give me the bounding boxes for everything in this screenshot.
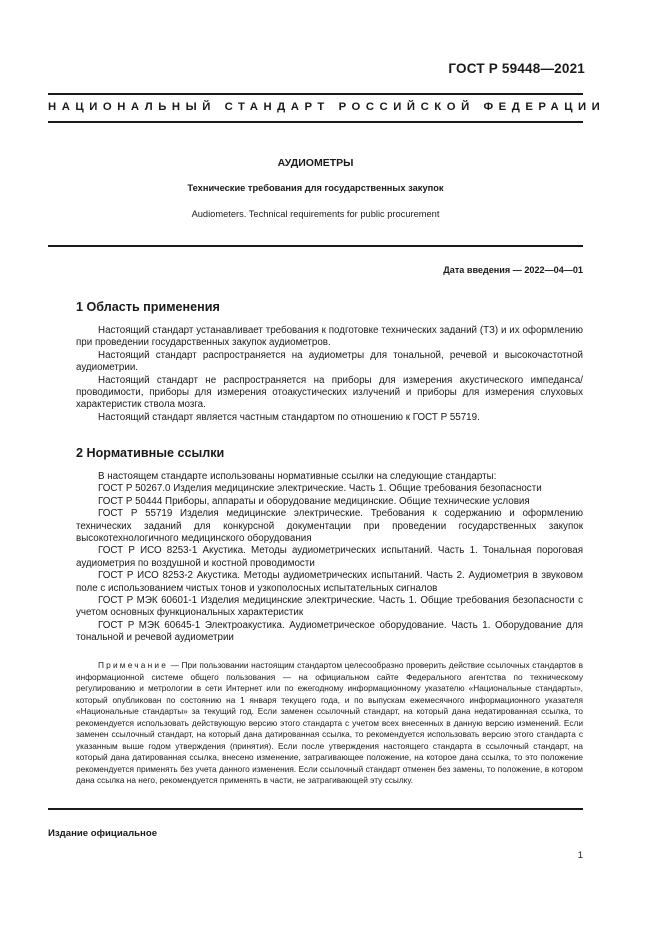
document-title: АУДИОМЕТРЫ [277,157,354,169]
note-paragraph [76,660,583,787]
english-title: Audiometers. Technical requirements for public procurement [191,209,440,219]
paragraph: Настоящий стандарт является частным стандартом по отношению к ГОСТ Р 55719. [98,411,480,423]
national-standard-title: НАЦИОНАЛЬНЫЙ СТАНДАРТ РОССИЙСКОЙ ФЕДЕРАЦИИ [48,101,606,113]
gost-code: ГОСТ Р 59448—2021 [448,61,585,76]
paragraph: В настоящем стандарте использованы нормативные ссылки на следующие стандарты: [98,471,497,482]
note-block [76,660,583,787]
top-rule [48,93,583,95]
page-number: 1 [577,849,583,860]
document-subtitle: Технические требования для государственных закупок [187,183,444,193]
paragraph: Настоящий стандарт устанавливает требования к подготовке технических заданий (ТЗ) и их оформлению при проведении государственных закупок аудиометров. [76,325,583,349]
reference-item: ГОСТ Р ИСО 8253-2 Акустика. Методы аудиометрических испытаний. Часть 2. Аудиометрия в звуковом поле с использованием чистых тонов и узкополосных испытательных сигналов [76,570,583,594]
reference-item: ГОСТ Р 50267.0 Изделия медицинские электрические. Часть 1. Общие требования безопасности [98,483,542,495]
reference-item: ГОСТ Р ИСО 8253-1 Акустика. Методы аудиометрических испытаний. Часть 1. Тональная пороговая аудиометрия по воздушной и костной проводимости [76,545,583,569]
section-1-body [76,325,583,424]
note-text: — При пользовании настоящим стандартом целесообразно проверить действие ссылочных стандартов в информационной системе общего пользования — на официальном сайте Федерального агентства по техническому регулированию и метрологии в сети Интернет или по ежегодному информационному указателю «Национальные стандарты», который опубликован по состоянию на 1 января текущего года, и по выпускам ежемесячного информационного указателя «Национальные стандарты» за текущий год. Если заменен ссылочный стандарт, на который дана недатированная ссылка, то рекомендуется использовать действующую версию этого стандарта с учетом всех внесенных в данную версию изменений. Если заменен ссылочный стандарт, на который дана датированная ссылка, то рекомендуется использовать версию этого стандарта с указанным выше годом утверждения (принятия). Если после утверждения настоящего стандарта в ссылочный стандарт, на который дана датированная ссылка, внесено изменение, затрагивающее положение, на которое дана ссылка, то это положение рекомендуется применять без учета данного изменения. Если ссылочный стандарт отменен без замены, то положение, в котором дана ссылка на него, рекомендуется применять в части, не затрагивающей эту ссылку. [76,660,583,785]
paragraph: Настоящий стандарт не распространяется на приборы для измерения акустического импеданса/проводимости, приборы для измерения отоакустических излучений и приборы для измерения слуховых характеристик ствола мозга. [76,374,583,411]
section-1-heading: 1 Область применения [76,300,220,314]
paragraph: Настоящий стандарт распространяется на аудиометры для тональной, речевой и высокочастотной аудиометрии. [76,349,583,374]
reference-item: ГОСТ Р 55719 Изделия медицинские электрические. Требования к содержанию и оформлению технических заданий для конкурсной документации при проведении государственных закупок высокотехнологичного медицинского оборудования [76,508,583,545]
section-2-heading: 2 Нормативные ссылки [76,446,225,460]
title-rule [48,245,583,247]
reference-item: ГОСТ Р 50444 Приборы, аппараты и оборудование медицинские. Общие технические условия [98,495,530,507]
reference-item: ГОСТ Р МЭК 60601-1 Изделия медицинские электрические. Часть 1. Общие требования безопасности с учетом основных функциональных характеристик [76,595,583,619]
official-edition: Издание официальное [48,828,158,839]
national-rule [48,121,583,123]
footer-rule [48,808,583,810]
introduction-date: Дата введения — 2022—04—01 [443,265,583,275]
reference-item: ГОСТ Р МЭК 60645-1 Электроакустика. Аудиометрическое оборудование. Часть 1. Оборудование для тональной и речевой аудиометрии [76,619,583,644]
note-label: Примечание [98,660,169,670]
section-2-body [76,471,583,645]
